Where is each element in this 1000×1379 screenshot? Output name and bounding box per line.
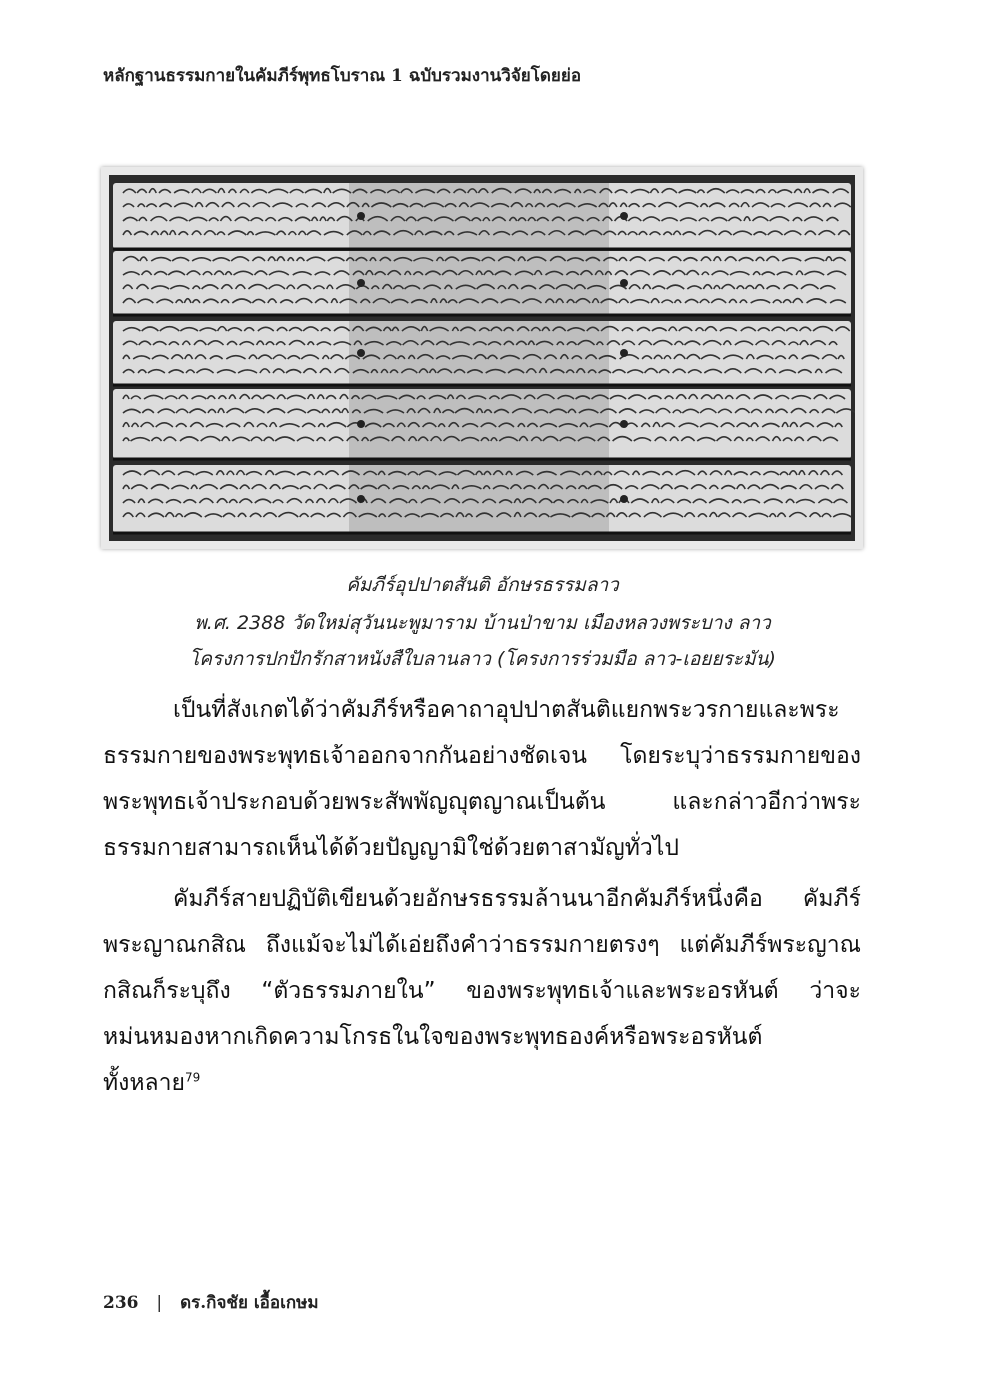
paragraph-line: เป็นที่สังเกตได้ว่าคัมภีร์หรือคาถาอุปปาตสันติแยกพระวรกายและพระ (173, 697, 840, 723)
paragraph-line-last (103, 1060, 861, 1106)
body-paragraph-2 (103, 876, 861, 1106)
figure-caption-project: โครงการปกปักรักสาหนังสืใบลานลาว (โครงการร่วมมือ ลาว-เอยยระมัน) (189, 648, 776, 670)
paragraph-line: พระพุทธเจ้าประกอบด้วยพระสัพพัญญุตญาณเป็นต้น และกล่าวอีกว่าพระ (103, 789, 861, 815)
author-name: ดร.กิจชัย เอื้อเกษม (180, 1293, 319, 1313)
paragraph-line: คัมภีร์สายปฏิบัติเขียนด้วยอักษรธรรมล้านนาอีกคัมภีร์หนึ่งคือ คัมภีร์ (173, 886, 861, 912)
body-paragraph-1 (103, 687, 861, 871)
paragraph-line: พระญาณกสิณ ถึงแม้จะไม่ได้เอ่ยถึงคำว่าธรรมกายตรงๆ แต่คัมภีร์พระญาณ (103, 932, 861, 958)
figure-caption-title: คัมภีร์อุปปาตสันติ อักษรธรรมลาว (346, 574, 619, 596)
figure (101, 167, 863, 549)
paragraph-text: ทั้งหลาย (103, 1070, 186, 1096)
paragraph-line: ธรรมกายสามารถเห็นได้ด้วยปัญญามิใช่ด้วยตาสามัญทั่วไป (103, 835, 679, 861)
footer-separator: | (156, 1293, 163, 1313)
paragraph-line: หม่นหมองหากเกิดความโกรธในใจของพระพุทธองค์หรือพระอรหันต์ (103, 1024, 763, 1050)
footnote-reference[interactable]: 79 (185, 1070, 201, 1085)
paragraph-line: ธรรมกายของพระพุทธเจ้าออกจากกันอย่างชัดเจน โดยระบุว่าธรรมกายของ (103, 743, 861, 769)
page-footer (103, 1289, 319, 1316)
running-header: หลักฐานธรรมกายในคัมภีร์พุทธโบราณ 1 ฉบับรวมงานวิจัยโดยย่อ (103, 66, 582, 86)
palm-leaf-manuscript-image (109, 175, 855, 541)
figure-caption-source: พ.ศ. 2388 วัดใหม่สุวันนะพูมาราม บ้านป่าขาม เมืองหลวงพระบาง ลาว (194, 612, 771, 634)
page-number: 236 (103, 1293, 139, 1313)
paragraph-line: กสิณก็ระบุถึง “ตัวธรรมภายใน” ของพระพุทธเจ้าและพระอรหันต์ ว่าจะ (103, 978, 861, 1004)
